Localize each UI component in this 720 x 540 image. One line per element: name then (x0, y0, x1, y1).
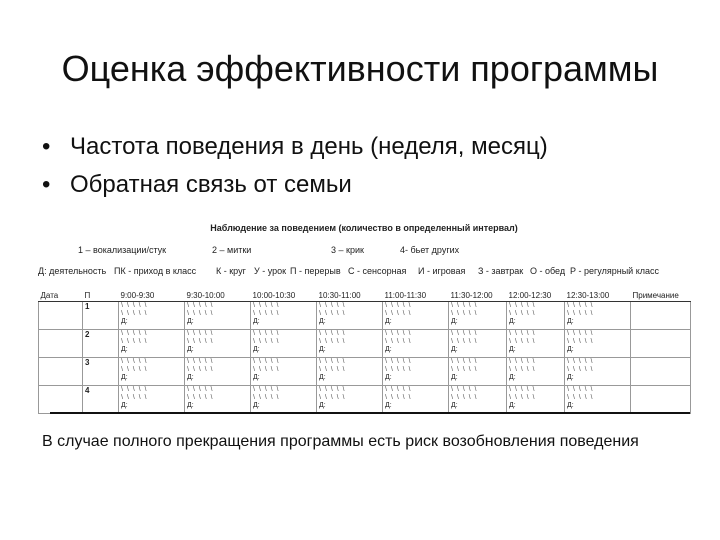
interval-cell[interactable] (383, 386, 449, 414)
tally-marks: \ \ \ \ \ (385, 310, 412, 317)
tally-marks: \ \ \ \ \ (567, 366, 594, 373)
interval-cell[interactable] (185, 330, 251, 358)
activity-label: Д: (451, 374, 458, 381)
interval-cell[interactable] (317, 330, 383, 358)
observation-form (38, 218, 690, 412)
tally-marks: \ \ \ \ \ (567, 330, 594, 337)
tally-marks: \ \ \ \ \ (509, 338, 536, 345)
column-header: 11:30-12:00 (449, 290, 507, 302)
table-row (39, 302, 691, 330)
tally-marks: \ \ \ \ \ (567, 338, 594, 345)
interval-cell[interactable] (565, 386, 631, 414)
activity-label: Д: (121, 318, 128, 325)
interval-cell[interactable] (507, 358, 565, 386)
tally-marks: \ \ \ \ \ (187, 330, 214, 337)
note-cell[interactable] (631, 358, 691, 386)
tally-marks: \ \ \ \ \ (451, 310, 478, 317)
activity-code: К - круг (216, 266, 246, 276)
interval-cell[interactable] (449, 302, 507, 330)
tally-marks: \ \ \ \ \ (567, 386, 594, 393)
tally-marks: \ \ \ \ \ (187, 394, 214, 401)
behavior-code: 3 – крик (331, 245, 364, 255)
tally-marks: \ \ \ \ \ (319, 386, 346, 393)
tally-marks: \ \ \ \ \ (253, 394, 280, 401)
column-header: П (83, 290, 119, 302)
note-cell[interactable] (631, 386, 691, 414)
interval-cell[interactable] (119, 358, 185, 386)
column-header: 9:30-10:00 (185, 290, 251, 302)
activity-label: Д: (567, 318, 574, 325)
interval-cell[interactable] (185, 302, 251, 330)
activity-label: Д: (509, 346, 516, 353)
column-header: 10:00-10:30 (251, 290, 317, 302)
tally-marks: \ \ \ \ \ (385, 358, 412, 365)
tally-marks: \ \ \ \ \ (319, 358, 346, 365)
activity-code: С - сенсорная (348, 266, 407, 276)
tally-marks: \ \ \ \ \ (187, 338, 214, 345)
interval-cell[interactable] (251, 302, 317, 330)
tally-marks: \ \ \ \ \ (319, 310, 346, 317)
footer-note: В случае полного прекращения программы есть риск возобновления поведения (42, 433, 639, 450)
activity-label: Д: (121, 402, 128, 409)
activity-label: Д: (187, 374, 194, 381)
slide-title: Оценка эффективности программы (61, 48, 659, 89)
tally-marks: \ \ \ \ \ (253, 310, 280, 317)
activity-label: Д: (385, 346, 392, 353)
tally-marks: \ \ \ \ \ (451, 358, 478, 365)
table-header-row (39, 290, 691, 302)
tally-marks: \ \ \ \ \ (253, 358, 280, 365)
row-number: 2 (83, 330, 119, 358)
column-header: 12:30-13:00 (565, 290, 631, 302)
activity-code: З - завтрак (478, 266, 524, 276)
interval-cell[interactable] (507, 386, 565, 414)
activity-label: Д: (253, 318, 260, 325)
interval-cell[interactable] (251, 386, 317, 414)
date-cell[interactable] (39, 302, 83, 330)
interval-cell[interactable] (119, 302, 185, 330)
activity-label: Д: (451, 402, 458, 409)
activity-label: Д: (451, 346, 458, 353)
tally-marks: \ \ \ \ \ (451, 330, 478, 337)
tally-marks: \ \ \ \ \ (451, 338, 478, 345)
activity-label: Д: (187, 402, 194, 409)
table-row (39, 386, 691, 414)
column-header: 11:00-11:30 (383, 290, 449, 302)
bullet-text: Частота поведения в день (неделя, месяц) (70, 133, 548, 160)
activity-label: Д: (253, 374, 260, 381)
note-cell[interactable] (631, 302, 691, 330)
tally-marks: \ \ \ \ \ (567, 394, 594, 401)
tally-marks: \ \ \ \ \ (451, 386, 478, 393)
table-bottom-rule (50, 412, 690, 414)
tally-marks: \ \ \ \ \ (253, 302, 280, 309)
tally-marks: \ \ \ \ \ (319, 302, 346, 309)
tally-marks: \ \ \ \ \ (187, 358, 214, 365)
activity-label: Д: (319, 402, 326, 409)
interval-cell[interactable] (317, 386, 383, 414)
activity-label: Д: (319, 318, 326, 325)
activity-code: Р - регулярный класс (570, 266, 659, 276)
tally-marks: \ \ \ \ \ (451, 302, 478, 309)
activity-label: Д: (385, 318, 392, 325)
behavior-code: 2 – митки (212, 245, 252, 255)
tally-marks: \ \ \ \ \ (319, 366, 346, 373)
interval-cell[interactable] (565, 302, 631, 330)
interval-cell[interactable] (565, 358, 631, 386)
activity-code: ПК - приход в класс (114, 266, 197, 276)
bullet-dot-icon: • (42, 133, 51, 160)
tally-marks: \ \ \ \ \ (319, 394, 346, 401)
tally-marks: \ \ \ \ \ (385, 302, 412, 309)
activity-label: Д: (509, 374, 516, 381)
tally-marks: \ \ \ \ \ (567, 358, 594, 365)
tally-marks: \ \ \ \ \ (121, 330, 148, 337)
activity-label: Д: (509, 318, 516, 325)
tally-marks: \ \ \ \ \ (187, 386, 214, 393)
bullet-item (42, 166, 548, 204)
tally-marks: \ \ \ \ \ (385, 338, 412, 345)
activity-label: Д: (385, 402, 392, 409)
activity-label: Д: (567, 402, 574, 409)
tally-marks: \ \ \ \ \ (187, 302, 214, 309)
behavior-code: 1 – вокализации/стук (78, 245, 167, 255)
tally-marks: \ \ \ \ \ (319, 330, 346, 337)
activity-code: И - игровая (418, 266, 466, 276)
tally-marks: \ \ \ \ \ (451, 394, 478, 401)
tally-marks: \ \ \ \ \ (319, 338, 346, 345)
column-header: 9:00-9:30 (119, 290, 185, 302)
activity-label: Д: (509, 402, 516, 409)
row-number: 1 (83, 302, 119, 330)
note-cell[interactable] (631, 330, 691, 358)
tally-marks: \ \ \ \ \ (509, 366, 536, 373)
activity-label: Д: (253, 346, 260, 353)
interval-cell[interactable] (119, 386, 185, 414)
tally-marks: \ \ \ \ \ (121, 338, 148, 345)
tally-marks: \ \ \ \ \ (509, 330, 536, 337)
date-cell[interactable] (39, 386, 83, 414)
interval-cell[interactable] (185, 386, 251, 414)
tally-marks: \ \ \ \ \ (187, 366, 214, 373)
activity-label: Д: (121, 346, 128, 353)
tally-marks: \ \ \ \ \ (385, 386, 412, 393)
tally-marks: \ \ \ \ \ (121, 366, 148, 373)
tally-marks: \ \ \ \ \ (187, 310, 214, 317)
interval-cell[interactable] (383, 358, 449, 386)
behavior-code: 4- бьет других (400, 245, 460, 255)
activity-label: Д: (121, 374, 128, 381)
interval-cell[interactable] (507, 330, 565, 358)
tally-marks: \ \ \ \ \ (253, 330, 280, 337)
tally-marks: \ \ \ \ \ (509, 394, 536, 401)
activity-label: Д: (319, 346, 326, 353)
tally-marks: \ \ \ \ \ (385, 394, 412, 401)
interval-cell[interactable] (449, 358, 507, 386)
interval-cell[interactable] (383, 330, 449, 358)
activity-label: Д: (567, 346, 574, 353)
tally-marks: \ \ \ \ \ (385, 330, 412, 337)
bullet-list (42, 128, 548, 204)
tally-marks: \ \ \ \ \ (121, 358, 148, 365)
tally-marks: \ \ \ \ \ (121, 394, 148, 401)
form-title: Наблюдение за поведением (количество в определенный интервал) (210, 223, 518, 233)
column-header: Дата (39, 290, 83, 302)
interval-cell[interactable] (251, 330, 317, 358)
tally-marks: \ \ \ \ \ (253, 366, 280, 373)
activity-label: Д: (385, 374, 392, 381)
bullet-text: Обратная связь от семьи (70, 171, 352, 198)
interval-cell[interactable] (185, 358, 251, 386)
interval-cell[interactable] (317, 358, 383, 386)
tally-marks: \ \ \ \ \ (121, 310, 148, 317)
bullet-dot-icon: • (42, 171, 51, 198)
column-header: 10:30-11:00 (317, 290, 383, 302)
tally-marks: \ \ \ \ \ (509, 358, 536, 365)
tally-marks: \ \ \ \ \ (567, 302, 594, 309)
activity-code: У - урок (254, 266, 287, 276)
activity-label: Д: (253, 402, 260, 409)
column-header: Примечание (631, 290, 691, 302)
interval-cell[interactable] (565, 330, 631, 358)
interval-cell[interactable] (507, 302, 565, 330)
activity-label: Д: (187, 346, 194, 353)
date-cell[interactable] (39, 358, 83, 386)
table-row (39, 358, 691, 386)
tally-marks: \ \ \ \ \ (121, 302, 148, 309)
observation-table (38, 290, 691, 414)
table-row (39, 330, 691, 358)
tally-marks: \ \ \ \ \ (385, 366, 412, 373)
interval-cell[interactable] (251, 358, 317, 386)
tally-marks: \ \ \ \ \ (253, 386, 280, 393)
column-header: 12:00-12:30 (507, 290, 565, 302)
bullet-item (42, 128, 548, 166)
date-cell[interactable] (39, 330, 83, 358)
activity-label: Д: (451, 318, 458, 325)
activity-code: П - перерыв (290, 266, 341, 276)
row-number: 3 (83, 358, 119, 386)
activity-label: Д: (319, 374, 326, 381)
tally-marks: \ \ \ \ \ (451, 366, 478, 373)
activity-code: Д: деятельность (38, 266, 107, 276)
interval-cell[interactable] (449, 330, 507, 358)
activity-label: Д: (187, 318, 194, 325)
tally-marks: \ \ \ \ \ (121, 386, 148, 393)
tally-marks: \ \ \ \ \ (509, 310, 536, 317)
interval-cell[interactable] (119, 330, 185, 358)
activity-code: О - обед (530, 266, 566, 276)
tally-marks: \ \ \ \ \ (509, 302, 536, 309)
interval-cell[interactable] (317, 302, 383, 330)
tally-marks: \ \ \ \ \ (509, 386, 536, 393)
interval-cell[interactable] (449, 386, 507, 414)
row-number: 4 (83, 386, 119, 414)
activity-label: Д: (567, 374, 574, 381)
tally-marks: \ \ \ \ \ (567, 310, 594, 317)
interval-cell[interactable] (383, 302, 449, 330)
tally-marks: \ \ \ \ \ (253, 338, 280, 345)
